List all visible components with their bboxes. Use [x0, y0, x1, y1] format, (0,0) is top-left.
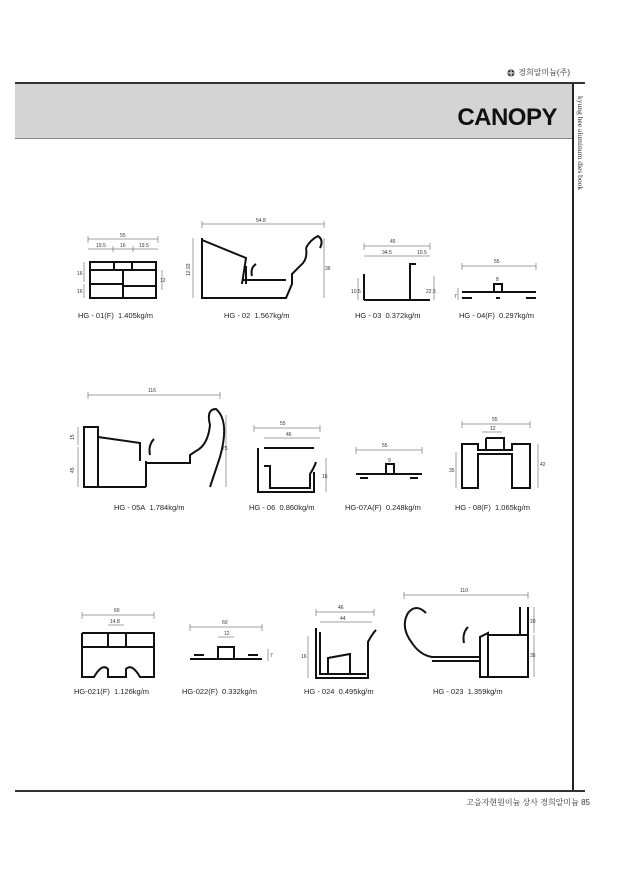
profile-weight: 1.567kg/m: [254, 311, 290, 320]
caption-hg07: [345, 503, 421, 512]
svg-text:35: 35: [449, 468, 455, 474]
profile-hg08-drawing: [448, 414, 548, 496]
caption-hg08: [455, 503, 530, 512]
svg-text:15: 15: [70, 434, 76, 440]
svg-text:55: 55: [382, 443, 388, 449]
profile-hg024-drawing: [300, 602, 385, 684]
svg-text:44: 44: [340, 616, 346, 622]
profile-hg02-drawing: [186, 218, 331, 306]
profile-code: HG-021(F): [74, 687, 110, 696]
profile-hg01-drawing: [76, 230, 166, 305]
svg-text:10.5: 10.5: [417, 250, 427, 256]
footer-text: 고을자현원이늄 상사 경희알미늄 85: [466, 798, 590, 807]
profile-code: HG-022(F): [182, 687, 218, 696]
profile-weight: 1.359kg/m: [467, 687, 503, 696]
profile-weight: 0.332kg/m: [222, 687, 258, 696]
profile-hg06-drawing: [250, 418, 335, 500]
svg-text:116: 116: [148, 388, 156, 394]
profile-code: HG - 04(F): [459, 311, 495, 320]
svg-text:16: 16: [322, 474, 328, 480]
caption-hg021: [74, 687, 149, 696]
title-band: [15, 84, 573, 139]
svg-text:45: 45: [390, 239, 396, 245]
page-title: CANOPY: [457, 104, 557, 131]
svg-text:54.8: 54.8: [256, 218, 266, 224]
svg-text:9: 9: [388, 458, 391, 464]
profile-hg05-drawing: [70, 385, 230, 495]
profile-code: HG-07A(F): [345, 503, 382, 512]
profile-hg03-drawing: [350, 238, 435, 308]
svg-text:45: 45: [70, 467, 76, 473]
svg-text:12.93: 12.93: [186, 263, 192, 276]
profile-weight: 1.126kg/m: [114, 687, 150, 696]
svg-text:12: 12: [224, 631, 230, 637]
bottom-rule: [15, 790, 585, 792]
caption-hg022: [182, 687, 257, 696]
svg-text:60: 60: [222, 620, 228, 626]
svg-text:110: 110: [460, 588, 468, 594]
sidebar-vertical-text: kyung hee aluminum dies book: [576, 96, 585, 191]
svg-text:20: 20: [530, 619, 536, 625]
svg-text:60: 60: [114, 608, 120, 614]
svg-text:16: 16: [77, 289, 83, 295]
svg-text:19.5: 19.5: [96, 243, 106, 249]
svg-text:12: 12: [490, 426, 496, 432]
profile-code: HG - 024: [304, 687, 335, 696]
caption-hg024: [304, 687, 374, 696]
profile-hg022-drawing: [184, 615, 279, 675]
svg-text:7: 7: [270, 653, 273, 659]
svg-text:34.5: 34.5: [382, 250, 392, 256]
svg-text:22.5: 22.5: [426, 289, 436, 295]
profile-weight: 0.372kg/m: [385, 311, 421, 320]
caption-hg05: [114, 503, 184, 512]
svg-text:16: 16: [77, 271, 83, 277]
svg-text:14.8: 14.8: [110, 619, 120, 625]
caption-hg06: [249, 503, 314, 512]
profile-weight: 0.248kg/m: [385, 503, 421, 512]
caption-hg01: [78, 311, 153, 320]
profile-code: HG - 02: [224, 311, 251, 320]
svg-text:7: 7: [454, 294, 457, 300]
profile-hg07-drawing: [350, 438, 430, 488]
svg-text:10.5: 10.5: [351, 289, 361, 295]
svg-text:55: 55: [494, 259, 500, 265]
svg-text:46: 46: [338, 605, 344, 611]
svg-text:46: 46: [286, 432, 292, 438]
caption-hg023: [433, 687, 503, 696]
svg-text:19.5: 19.5: [139, 243, 149, 249]
svg-text:16: 16: [120, 243, 126, 249]
profile-weight: 1.784kg/m: [149, 503, 185, 512]
profile-code: HG - 05A: [114, 503, 146, 512]
brand-name: 경희알미늄(주): [518, 68, 570, 77]
profile-hg023-drawing: [396, 585, 541, 685]
svg-text:42: 42: [540, 462, 546, 468]
profile-code: HG - 06: [249, 503, 276, 512]
profile-weight: 0.297kg/m: [499, 311, 535, 320]
profile-weight: 0.860kg/m: [279, 503, 315, 512]
svg-text:16: 16: [301, 654, 307, 660]
svg-text:36: 36: [325, 266, 331, 272]
brand: [507, 67, 570, 78]
profile-code: HG - 023: [433, 687, 464, 696]
caption-hg04: [459, 311, 534, 320]
svg-text:75: 75: [222, 446, 228, 452]
svg-text:55: 55: [492, 417, 498, 423]
svg-text:55: 55: [280, 421, 286, 427]
caption-hg03: [355, 311, 420, 320]
profile-hg021-drawing: [74, 605, 164, 683]
profile-code: HG - 03: [355, 311, 382, 320]
profile-weight: 0.495kg/m: [338, 687, 374, 696]
profile-hg04-drawing: [454, 258, 544, 308]
company-logo-icon: [507, 69, 515, 77]
profile-code: HG - 08(F): [455, 503, 491, 512]
svg-text:55: 55: [120, 233, 126, 239]
profile-code: HG - 01(F): [78, 311, 114, 320]
caption-hg02: [224, 311, 289, 320]
profile-weight: 1.065kg/m: [495, 503, 531, 512]
svg-text:8: 8: [496, 277, 499, 283]
svg-text:35: 35: [530, 653, 536, 659]
svg-text:12: 12: [160, 278, 166, 284]
profile-weight: 1.405kg/m: [118, 311, 154, 320]
